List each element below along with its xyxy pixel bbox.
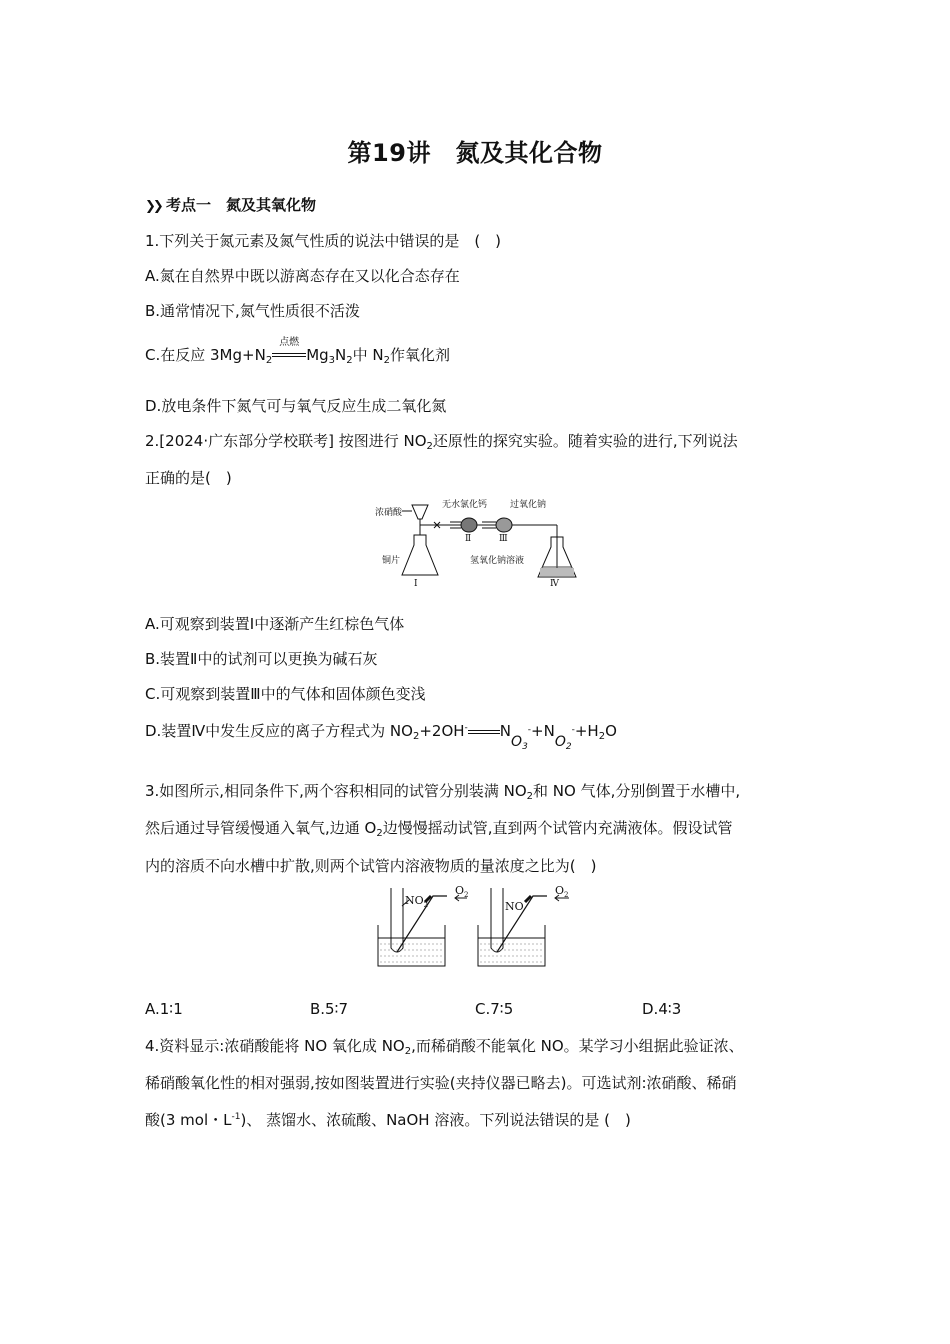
- label-naoh-solution: 氢氧化钠溶液: [470, 556, 525, 566]
- svg-text:NO2: $NO_2$: [405, 894, 429, 909]
- q1-option-b: B.通常情况下,氮气性质很不活泼: [145, 302, 360, 320]
- reaction-arrow: 点燃: [272, 349, 306, 363]
- q2-stem-line1: 2.[2024·广东部分学校联考] 按图进行 $NO_2$还原性的探究实验。随着实验的进行,下列说法: [145, 432, 738, 452]
- page-title: 第19讲 氮及其化合物: [347, 139, 603, 167]
- q3-option-b: B.5∶7: [310, 1000, 349, 1018]
- apparatus-figure: [372, 495, 582, 590]
- svg-text:Ⅰ: Ⅰ: [414, 579, 418, 589]
- q2-option-c: C.可观察到装置Ⅲ中的气体和固体颜色变浅: [145, 685, 426, 703]
- label-anhydrous-cacl2: 无水氯化钙: [442, 500, 488, 510]
- q2-option-a: A.可观察到装置Ⅰ中逐渐产生红棕色气体: [145, 615, 405, 633]
- q3-stem-line1: 3.如图所示,相同条件下,两个容积相同的试管分别装满 $NO_2$和 NO 气体,分别倒置于水槽中,: [145, 782, 741, 802]
- q3-option-a: A.1∶1: [145, 1000, 183, 1018]
- q4-stem-line3: 酸(3 mol・$L^{-1}$)、 蒸馏水、浓硫酸、NaOH 溶液。下列说法错误的是 ( ): [145, 1111, 631, 1129]
- q2-option-d: D.装置Ⅳ中发生反应的离子方程式为 $NO_2+2OH^-$ $NO_3^-+NO_2^-+H_2O$: [145, 722, 617, 752]
- label-copper: 铜片: [382, 556, 401, 566]
- test-tube-figure: [375, 880, 580, 970]
- svg-text:NO: NO: [505, 900, 524, 913]
- svg-text:Ⅱ: Ⅱ: [465, 534, 472, 544]
- q2-stem-line2: 正确的是( ): [145, 469, 232, 487]
- svg-text:O2: $O_2$: [555, 884, 569, 899]
- q2-option-b: B.装置Ⅱ中的试剂可以更换为碱石灰: [145, 650, 378, 668]
- q1-option-a: A.氮在自然界中既以游离态存在又以化合态存在: [145, 267, 460, 285]
- label-conc-nitric-acid: 浓硝酸: [375, 508, 403, 518]
- q1-option-c: C.在反应 $3Mg+N_2$ 点燃 $Mg_3N_2$中 $N_2$作氧化剂: [145, 336, 451, 366]
- equals-sign: [468, 727, 500, 737]
- svg-text:O2: $O_2$: [455, 884, 469, 899]
- q3-stem-line2: 然后通过导管缓慢通入氧气,边通 $O_2$边慢慢摇动试管,直到两个试管内充满液体。假设试管: [145, 819, 733, 839]
- section-heading: ❯❯ 考点一 氮及其氧化物: [145, 196, 317, 214]
- q3-option-d: D.4∶3: [642, 1000, 682, 1018]
- q4-stem-line2: 稀硝酸氧化性的相对强弱,按如图装置进行实验(夹持仪器已略去)。可选试剂:浓硝酸、稀硝: [145, 1074, 737, 1092]
- q1-option-d: D.放电条件下氮气可与氧气反应生成二氧化氮: [145, 397, 447, 415]
- chevron-icon: ❯❯: [145, 199, 161, 214]
- label-sodium-peroxide: 过氧化钠: [510, 500, 547, 510]
- q1-stem: 1.下列关于氮元素及氮气性质的说法中错误的是 ( ): [145, 232, 502, 250]
- q3-stem-line3: 内的溶质不向水槽中扩散,则两个试管内溶液物质的量浓度之比为( ): [145, 857, 597, 875]
- q4-stem-line1: 4.资料显示:浓硝酸能将 NO 氧化成 $NO_2$,而稀硝酸不能氧化 NO。某学习小组据此验证浓、: [145, 1037, 744, 1057]
- q3-option-c: C.7∶5: [475, 1000, 514, 1018]
- svg-text:Ⅳ: Ⅳ: [550, 579, 559, 589]
- svg-text:Ⅲ: Ⅲ: [499, 534, 508, 544]
